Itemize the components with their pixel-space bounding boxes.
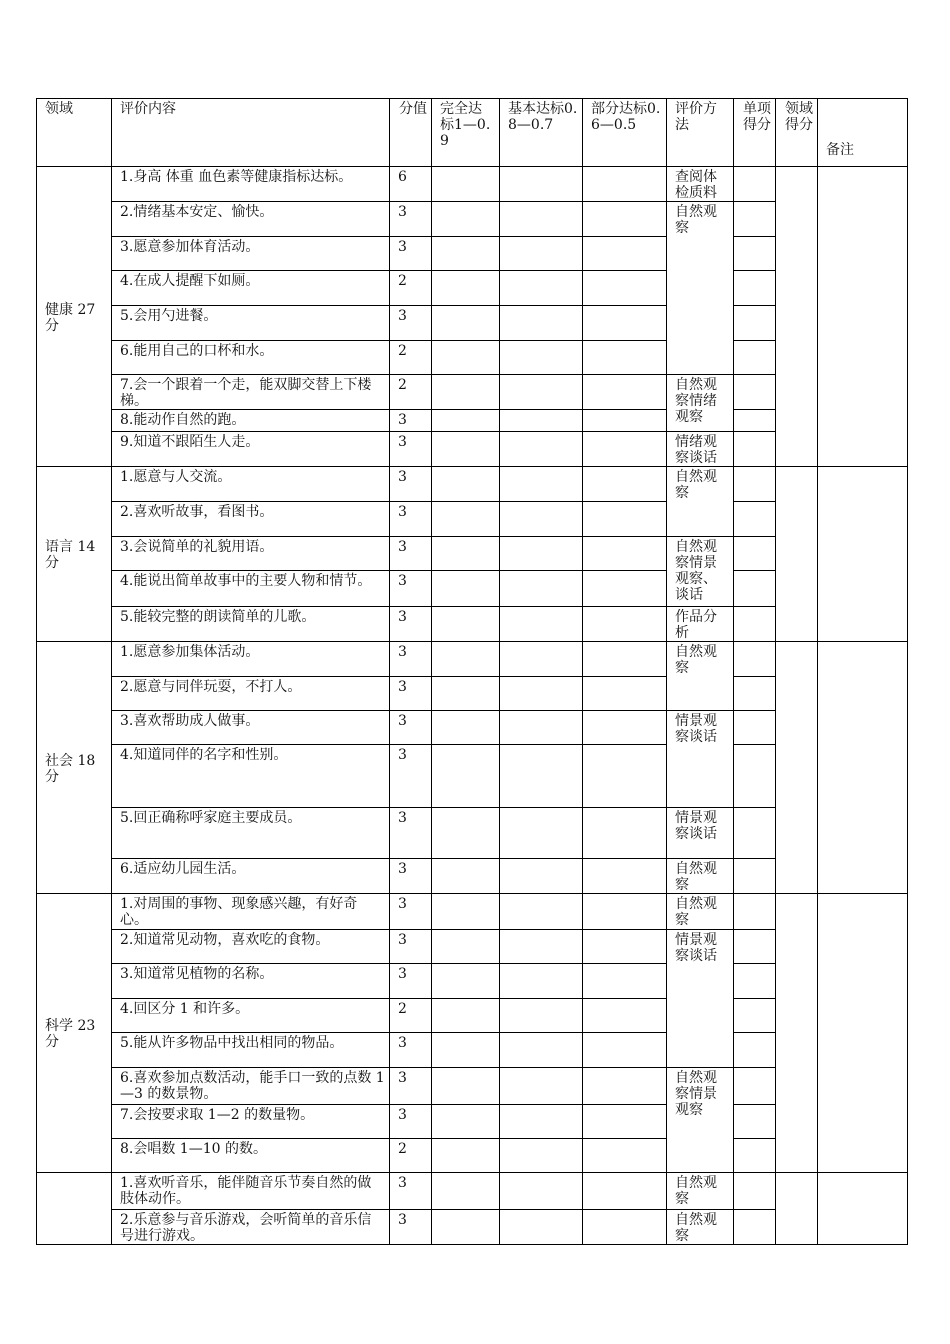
content-cell: 5.能从许多物品中找出相同的物品。 [112,1033,390,1068]
content-cell: 3.愿意参加体育活动。 [112,237,390,271]
full-cell[interactable] [432,202,500,237]
partial-cell[interactable] [583,571,667,607]
full-cell[interactable] [432,859,500,894]
score-cell: 3 [390,537,432,571]
content-cell: 6.喜欢参加点数活动，能手口一致的点数 1—3 的数景物。 [112,1068,390,1105]
item-score-cell[interactable] [734,1173,776,1210]
content-cell: 2.愿意与同伴玩耍，不打人。 [112,677,390,711]
content-cell: 3.喜欢帮助成人做事。 [112,711,390,745]
content-cell: 3.知道常见植物的名称。 [112,964,390,999]
content-cell: 1.身高 体重 血色素等健康指标达标。 [112,167,390,202]
item-score-cell[interactable] [734,859,776,894]
full-cell[interactable] [432,467,500,502]
basic-cell[interactable] [500,1210,583,1245]
full-cell[interactable] [432,1105,500,1139]
full-cell[interactable] [432,607,500,642]
partial-cell[interactable] [583,642,667,677]
score-cell: 3 [390,1210,432,1245]
header-note: 备注 [818,99,908,167]
partial-cell[interactable] [583,964,667,999]
domain-social: 社会 18 分 [37,642,112,894]
partial-cell[interactable] [583,410,667,432]
content-cell: 1.喜欢听音乐，能伴随音乐节奏自然的做肢体动作。 [112,1173,390,1210]
method-cell: 自然观察 [667,642,734,711]
score-cell: 3 [390,502,432,537]
basic-cell[interactable] [500,167,583,202]
method-cell: 情景观察谈话 [667,930,734,1068]
item-score-cell[interactable] [734,1139,776,1173]
partial-cell[interactable] [583,1139,667,1173]
basic-cell[interactable] [500,745,583,808]
basic-cell[interactable] [500,271,583,306]
content-cell: 8.能动作自然的跑。 [112,410,390,432]
item-score-cell[interactable] [734,930,776,964]
partial-cell[interactable] [583,930,667,964]
partial-cell[interactable] [583,711,667,745]
score-cell: 3 [390,202,432,237]
score-cell: 3 [390,808,432,859]
item-score-cell[interactable] [734,1210,776,1245]
item-score-cell[interactable] [734,432,776,467]
full-cell[interactable] [432,502,500,537]
item-score-cell[interactable] [734,1033,776,1068]
score-cell: 3 [390,1173,432,1210]
content-cell: 2.知道常见动物，喜欢吃的食物。 [112,930,390,964]
item-score-cell[interactable] [734,677,776,711]
header-score: 分值 [390,99,432,167]
basic-cell[interactable] [500,1068,583,1105]
header-full: 完全达标1—0.9 [432,99,500,167]
full-cell[interactable] [432,537,500,571]
score-cell: 3 [390,642,432,677]
content-cell: 5.会用勺进餐。 [112,306,390,341]
score-cell: 3 [390,237,432,271]
full-cell[interactable] [432,1173,500,1210]
table-row [37,894,908,930]
table-row [37,167,908,202]
item-score-cell[interactable] [734,375,776,410]
field-score-cell[interactable] [776,167,818,467]
method-cell: 自然观察 [667,859,734,894]
basic-cell[interactable] [500,1173,583,1210]
item-score-cell[interactable] [734,202,776,237]
method-cell: 情景观察谈话 [667,808,734,859]
partial-cell[interactable] [583,999,667,1033]
note-cell[interactable] [818,894,908,1173]
field-score-cell[interactable] [776,642,818,894]
partial-cell[interactable] [583,677,667,711]
partial-cell[interactable] [583,537,667,571]
full-cell[interactable] [432,642,500,677]
basic-cell[interactable] [500,930,583,964]
full-cell[interactable] [432,1139,500,1173]
full-cell[interactable] [432,964,500,999]
method-cell: 情绪观察谈话 [667,432,734,467]
full-cell[interactable] [432,808,500,859]
content-cell: 1.对周围的事物、现象感兴趣，有好奇心。 [112,894,390,930]
content-cell: 3.会说简单的礼貌用语。 [112,537,390,571]
score-cell: 3 [390,607,432,642]
full-cell[interactable] [432,894,500,930]
content-cell: 4.知道同伴的名字和性别。 [112,745,390,808]
item-score-cell[interactable] [734,237,776,271]
basic-cell[interactable] [500,894,583,930]
basic-cell[interactable] [500,410,583,432]
partial-cell[interactable] [583,306,667,341]
method-cell: 自然观察 [667,202,734,375]
full-cell[interactable] [432,1033,500,1068]
score-cell: 2 [390,1139,432,1173]
field-score-cell[interactable] [776,1173,818,1245]
content-cell: 2.喜欢听故事，看图书。 [112,502,390,537]
partial-cell[interactable] [583,341,667,375]
full-cell[interactable] [432,306,500,341]
content-cell: 4.能说出简单故事中的主要人物和情节。 [112,571,390,607]
score-cell: 3 [390,467,432,502]
table-row [37,642,908,677]
score-cell: 3 [390,930,432,964]
header-field-score: 领域得分 [776,99,818,167]
domain-art [37,1173,112,1245]
method-cell: 自然观察情景观察 [667,1068,734,1173]
header-partial: 部分达标0.6—0.5 [583,99,667,167]
score-cell: 3 [390,1033,432,1068]
item-score-cell[interactable] [734,607,776,642]
header-method: 评价方法 [667,99,734,167]
full-cell[interactable] [432,432,500,467]
full-cell[interactable] [432,711,500,745]
domain-health: 健康 27 分 [37,167,112,467]
full-cell[interactable] [432,1210,500,1245]
method-cell: 自然观察 [667,1210,734,1245]
content-cell: 5.回正确称呼家庭主要成员。 [112,808,390,859]
header-row [37,99,908,167]
partial-cell[interactable] [583,467,667,502]
score-cell: 3 [390,1068,432,1105]
full-cell[interactable] [432,745,500,808]
score-cell: 3 [390,677,432,711]
score-cell: 3 [390,964,432,999]
partial-cell[interactable] [583,375,667,410]
item-score-cell[interactable] [734,1068,776,1105]
item-score-cell[interactable] [734,410,776,432]
header-basic: 基本达标0.8—0.7 [500,99,583,167]
content-cell: 5.能较完整的朗读简单的儿歌。 [112,607,390,642]
content-cell: 6.能用自己的口杯和水。 [112,341,390,375]
basic-cell[interactable] [500,677,583,711]
item-score-cell[interactable] [734,167,776,202]
partial-cell[interactable] [583,271,667,306]
full-cell[interactable] [432,341,500,375]
basic-cell[interactable] [500,1033,583,1068]
basic-cell[interactable] [500,964,583,999]
partial-cell[interactable] [583,859,667,894]
item-score-cell[interactable] [734,1105,776,1139]
item-score-cell[interactable] [734,571,776,607]
partial-cell[interactable] [583,1105,667,1139]
item-score-cell[interactable] [734,711,776,745]
table-row [37,1173,908,1210]
partial-cell[interactable] [583,167,667,202]
partial-cell[interactable] [583,808,667,859]
evaluation-table [36,98,908,1245]
basic-cell[interactable] [500,502,583,537]
full-cell[interactable] [432,410,500,432]
score-cell: 6 [390,167,432,202]
partial-cell[interactable] [583,1210,667,1245]
full-cell[interactable] [432,571,500,607]
basic-cell[interactable] [500,1139,583,1173]
partial-cell[interactable] [583,1033,667,1068]
header-content: 评价内容 [112,99,390,167]
domain-language: 语言 14 分 [37,467,112,642]
partial-cell[interactable] [583,607,667,642]
content-cell: 2.情绪基本安定、愉快。 [112,202,390,237]
method-cell: 自然观察情绪观察 [667,375,734,432]
full-cell[interactable] [432,237,500,271]
content-cell: 1.愿意与人交流。 [112,467,390,502]
note-cell[interactable] [818,167,908,467]
partial-cell[interactable] [583,202,667,237]
basic-cell[interactable] [500,571,583,607]
score-cell: 3 [390,745,432,808]
item-score-cell[interactable] [734,271,776,306]
method-cell: 作品分析 [667,607,734,642]
basic-cell[interactable] [500,999,583,1033]
basic-cell[interactable] [500,202,583,237]
item-score-cell[interactable] [734,537,776,571]
item-score-cell[interactable] [734,745,776,808]
item-score-cell[interactable] [734,964,776,999]
domain-science: 科学 23 分 [37,894,112,1173]
score-cell: 3 [390,432,432,467]
score-cell: 2 [390,375,432,410]
basic-cell[interactable] [500,237,583,271]
full-cell[interactable] [432,999,500,1033]
full-cell[interactable] [432,375,500,410]
content-cell: 1.愿意参加集体活动。 [112,642,390,677]
score-cell: 3 [390,571,432,607]
basic-cell[interactable] [500,341,583,375]
method-cell: 自然观察 [667,894,734,930]
partial-cell[interactable] [583,502,667,537]
item-score-cell[interactable] [734,306,776,341]
method-cell: 自然观察 [667,467,734,537]
score-cell: 3 [390,306,432,341]
content-cell: 8.会唱数 1—10 的数。 [112,1139,390,1173]
score-cell: 2 [390,341,432,375]
basic-cell[interactable] [500,607,583,642]
partial-cell[interactable] [583,894,667,930]
content-cell: 6.适应幼儿园生活。 [112,859,390,894]
field-score-cell[interactable] [776,894,818,1173]
item-score-cell[interactable] [734,894,776,930]
item-score-cell[interactable] [734,341,776,375]
item-score-cell[interactable] [734,467,776,502]
header-domain: 领域 [37,99,112,167]
method-cell: 自然观察情景观察、谈话 [667,537,734,607]
partial-cell[interactable] [583,1068,667,1105]
note-cell[interactable] [818,467,908,642]
score-cell: 3 [390,859,432,894]
item-score-cell[interactable] [734,999,776,1033]
partial-cell[interactable] [583,432,667,467]
basic-cell[interactable] [500,432,583,467]
full-cell[interactable] [432,1068,500,1105]
content-cell: 4.回区分 1 和许多。 [112,999,390,1033]
basic-cell[interactable] [500,1105,583,1139]
item-score-cell[interactable] [734,642,776,677]
score-cell: 3 [390,894,432,930]
basic-cell[interactable] [500,306,583,341]
note-cell[interactable] [818,1173,908,1245]
score-cell: 3 [390,410,432,432]
method-cell: 自然观察 [667,1173,734,1210]
partial-cell[interactable] [583,237,667,271]
content-cell: 4.在成人提醒下如厕。 [112,271,390,306]
method-cell: 查阅体检质料 [667,167,734,202]
method-cell: 情景观察谈话 [667,711,734,808]
content-cell: 7.会按要求取 1—2 的数量物。 [112,1105,390,1139]
basic-cell[interactable] [500,808,583,859]
partial-cell[interactable] [583,745,667,808]
score-cell: 3 [390,711,432,745]
full-cell[interactable] [432,930,500,964]
content-cell: 2.乐意参与音乐游戏，会听简单的音乐信号进行游戏。 [112,1210,390,1245]
score-cell: 2 [390,999,432,1033]
basic-cell[interactable] [500,537,583,571]
table-row [37,467,908,502]
basic-cell[interactable] [500,642,583,677]
basic-cell[interactable] [500,467,583,502]
score-cell: 3 [390,1105,432,1139]
field-score-cell[interactable] [776,467,818,642]
item-score-cell[interactable] [734,808,776,859]
content-cell: 9.知道不跟陌生人走。 [112,432,390,467]
content-cell: 7.会一个跟着一个走，能双脚交替上下楼梯。 [112,375,390,410]
basic-cell[interactable] [500,375,583,410]
basic-cell[interactable] [500,711,583,745]
item-score-cell[interactable] [734,502,776,537]
partial-cell[interactable] [583,1173,667,1210]
score-cell: 2 [390,271,432,306]
full-cell[interactable] [432,271,500,306]
basic-cell[interactable] [500,859,583,894]
header-item-score: 单项得分 [734,99,776,167]
full-cell[interactable] [432,677,500,711]
full-cell[interactable] [432,167,500,202]
note-cell[interactable] [818,642,908,894]
